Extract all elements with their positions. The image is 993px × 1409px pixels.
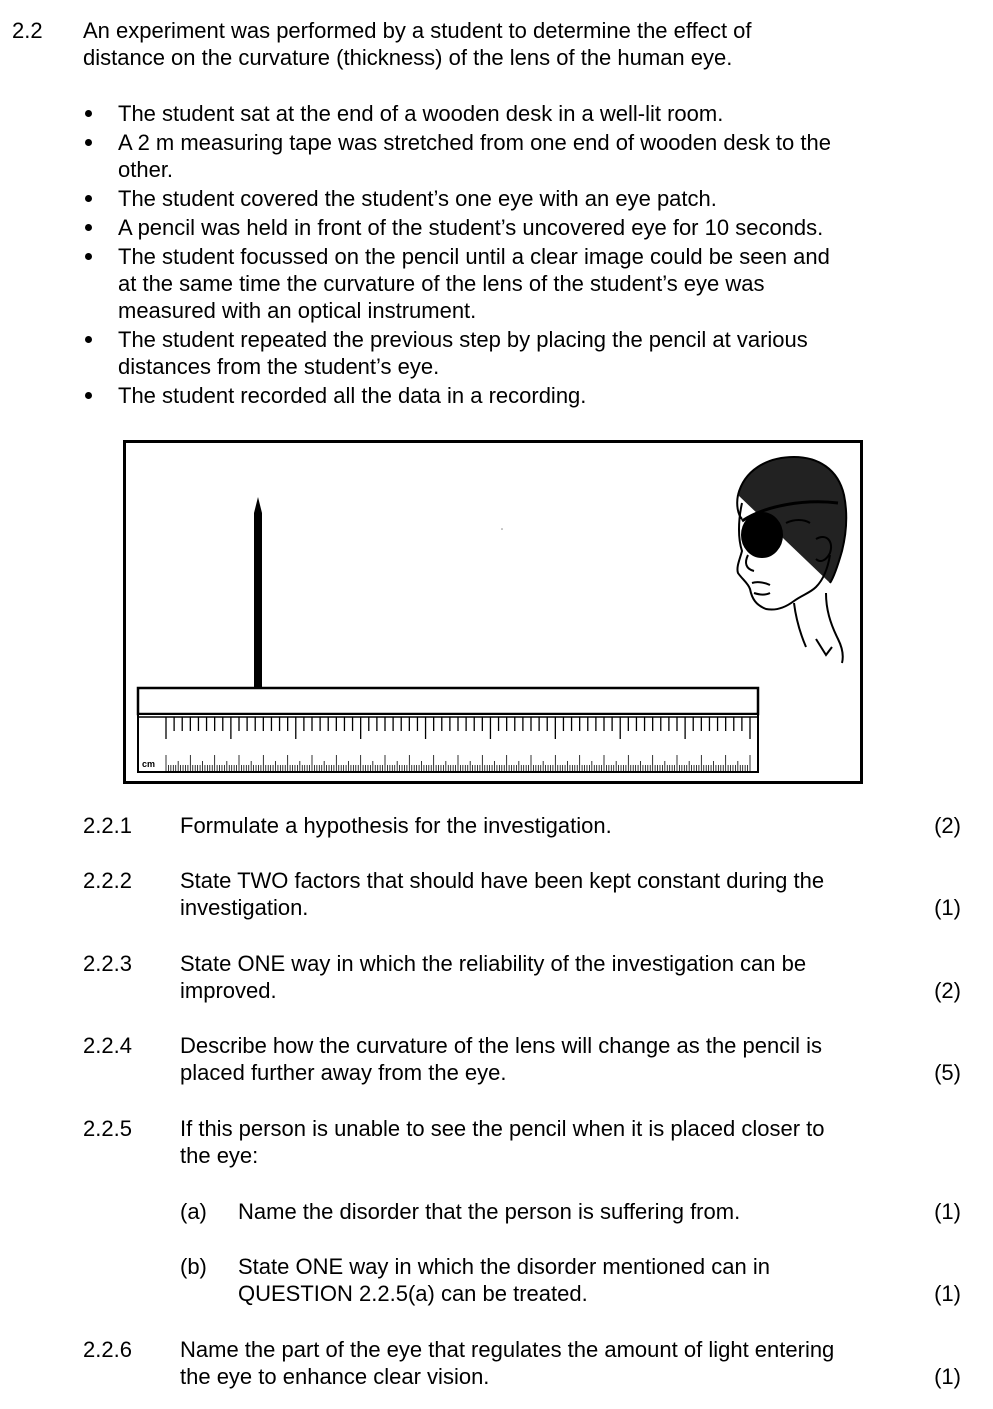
subquestion-line: the eye: — [180, 1143, 259, 1168]
marks: (5) — [934, 1060, 961, 1085]
question-intro — [83, 17, 963, 71]
list-item-text: The student recorded all the data in a recording. — [118, 383, 587, 408]
subquestion-number: 2.2.2 — [83, 868, 132, 893]
bullet-icon — [85, 224, 92, 231]
list-item-text: A pencil was held in front of the student’s uncovered eye for 10 seconds. — [118, 215, 824, 240]
list-item — [83, 129, 943, 183]
subquestion-line: Name the part of the eye that regulates the amount of light entering — [180, 1337, 835, 1362]
marks: (1) — [934, 1199, 961, 1224]
subquestion-text — [180, 1032, 900, 1086]
marks: (1) — [934, 895, 961, 920]
list-item — [83, 382, 943, 409]
procedure-list — [83, 100, 943, 409]
subquestion-line: investigation. — [180, 895, 309, 920]
part-line: QUESTION 2.2.5(a) can be treated. — [238, 1281, 588, 1306]
list-item-text: The student covered the student’s one eye with an eye patch. — [118, 186, 717, 211]
bullet-icon — [85, 253, 92, 260]
pencil-icon — [254, 497, 262, 689]
experiment-illustration — [126, 443, 860, 781]
subquestion-text — [180, 1115, 900, 1169]
question-number: 2.2 — [12, 18, 43, 43]
bullet-icon — [85, 139, 92, 146]
subquestion-line: State ONE way in which the reliability of the investigation can be — [180, 951, 807, 976]
list-item — [83, 100, 943, 127]
subquestion-number: 2.2.4 — [83, 1033, 132, 1058]
marks: (1) — [934, 1281, 961, 1306]
marks: (2) — [934, 978, 961, 1003]
intro-line: distance on the curvature (thickness) of the lens of the human eye. — [83, 45, 733, 70]
subquestion-line: If this person is unable to see the pencil when it is placed closer to — [180, 1116, 825, 1141]
list-item — [83, 185, 943, 212]
part-label: (a) — [180, 1199, 207, 1224]
subquestion-line: the eye to enhance clear vision. — [180, 1364, 490, 1389]
part-line: State ONE way in which the disorder mentioned can in — [238, 1254, 770, 1279]
subquestion-line: Describe how the curvature of the lens will change as the pencil is — [180, 1033, 823, 1058]
list-item-text: at the same time the curvature of the lens of the student’s eye was — [118, 271, 765, 296]
list-item — [83, 243, 943, 324]
subquestion-text — [180, 867, 900, 921]
list-item-text: The student sat at the end of a wooden desk in a well-lit room. — [118, 101, 724, 126]
marks: (2) — [934, 813, 961, 838]
part-line: Name the disorder that the person is suffering from. — [238, 1199, 741, 1224]
list-item-text: measured with an optical instrument. — [118, 298, 477, 323]
desk — [138, 688, 758, 714]
subquestion-line: placed further away from the eye. — [180, 1060, 507, 1085]
list-item — [83, 214, 943, 241]
measuring-tape-icon — [138, 714, 758, 772]
subquestion-number: 2.2.5 — [83, 1116, 132, 1141]
subquestion-text — [180, 1336, 900, 1390]
intro-line: An experiment was performed by a student to determine the effect of — [83, 18, 752, 43]
subquestion-line: Formulate a hypothesis for the investigation. — [180, 813, 612, 838]
speck — [501, 528, 503, 530]
bullet-icon — [85, 336, 92, 343]
part-label: (b) — [180, 1254, 207, 1279]
part-text — [238, 1253, 878, 1307]
subquestion-number: 2.2.3 — [83, 951, 132, 976]
list-item-text: The student repeated the previous step by placing the pencil at various — [118, 327, 808, 352]
face-with-eye-patch-icon — [737, 457, 846, 663]
bullet-icon — [85, 392, 92, 399]
subquestion-text — [180, 812, 900, 839]
subquestion-number: 2.2.6 — [83, 1337, 132, 1362]
subquestion-line: improved. — [180, 978, 277, 1003]
bullet-icon — [85, 110, 92, 117]
subquestion-number: 2.2.1 — [83, 813, 132, 838]
part-text — [238, 1198, 878, 1225]
marks: (1) — [934, 1364, 961, 1389]
list-item — [83, 326, 943, 380]
list-item-text: other. — [118, 157, 174, 182]
experiment-figure — [123, 440, 863, 784]
subquestion-line: State TWO factors that should have been kept constant during the — [180, 868, 825, 893]
subquestion-text — [180, 950, 900, 1004]
list-item-text: A 2 m measuring tape was stretched from one end of wooden desk to the — [118, 130, 831, 155]
list-item-text: The student focussed on the pencil until a clear image could be seen and — [118, 244, 830, 269]
bullet-icon — [85, 195, 92, 202]
ruler-unit: cm — [142, 759, 156, 769]
list-item-text: distances from the student’s eye. — [118, 354, 440, 379]
